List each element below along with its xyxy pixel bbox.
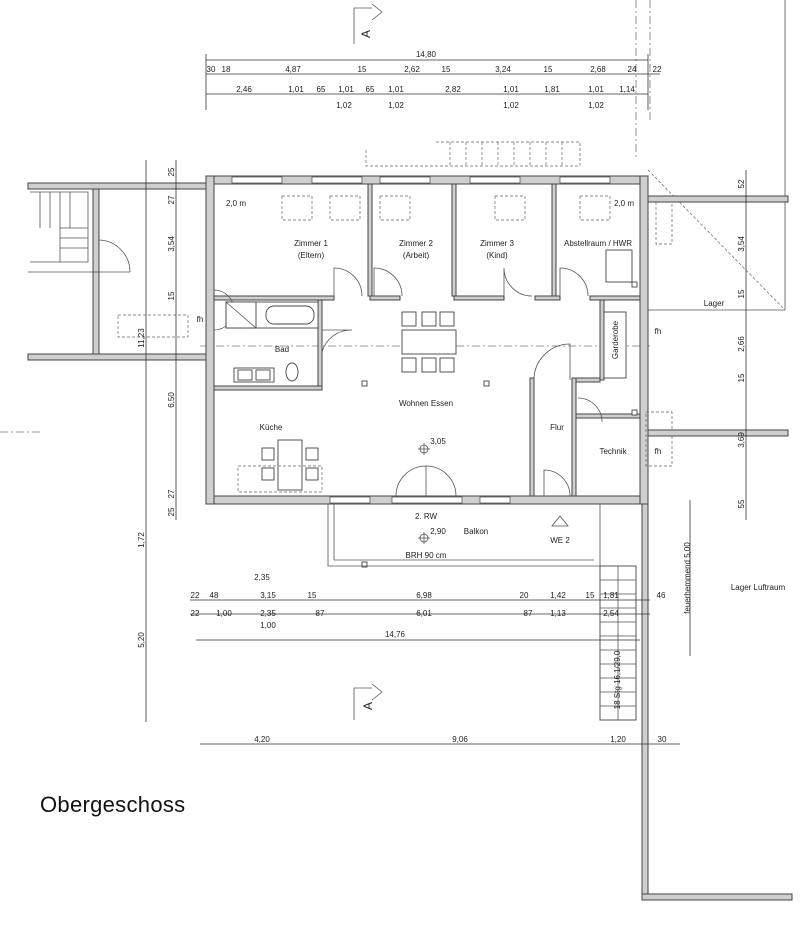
svg-text:(Eltern): (Eltern) bbox=[297, 251, 325, 260]
page-title: Obergeschoss bbox=[40, 792, 186, 817]
svg-text:46: 46 bbox=[656, 591, 666, 600]
svg-text:15: 15 bbox=[441, 65, 451, 74]
svg-text:fh: fh bbox=[654, 327, 662, 336]
room-abstell: Abstellraum / HWR bbox=[563, 239, 633, 248]
roof-steps bbox=[366, 142, 580, 166]
svg-text:1,00: 1,00 bbox=[260, 621, 276, 630]
svg-text:1,01: 1,01 bbox=[388, 85, 404, 94]
svg-text:65: 65 bbox=[365, 85, 375, 94]
svg-text:1,81: 1,81 bbox=[603, 591, 619, 600]
room-zimmer2: Zimmer 2 bbox=[399, 239, 433, 248]
svg-text:25: 25 bbox=[167, 167, 176, 177]
dims-top bbox=[207, 50, 662, 110]
svg-text:A: A bbox=[359, 29, 373, 38]
svg-text:4,87: 4,87 bbox=[285, 65, 301, 74]
svg-text:9,06: 9,06 bbox=[452, 735, 468, 744]
svg-text:1,01: 1,01 bbox=[338, 85, 354, 94]
svg-text:4,20: 4,20 bbox=[254, 735, 270, 744]
section-marker-top bbox=[354, 4, 382, 44]
svg-text:1,01: 1,01 bbox=[288, 85, 304, 94]
label-stair: 18 Stg 16,1/29,0 bbox=[613, 650, 622, 710]
svg-text:18: 18 bbox=[221, 65, 231, 74]
svg-text:15: 15 bbox=[585, 591, 595, 600]
furniture bbox=[226, 196, 672, 567]
svg-text:3,54: 3,54 bbox=[737, 236, 746, 252]
left-neighbor-stair bbox=[28, 183, 208, 360]
svg-text:1,02: 1,02 bbox=[503, 101, 519, 110]
svg-text:2,35: 2,35 bbox=[254, 573, 270, 582]
stair-left-icon bbox=[30, 192, 88, 262]
neighbor-outline bbox=[0, 0, 785, 432]
svg-text:1,02: 1,02 bbox=[336, 101, 352, 110]
svg-text:11,23: 11,23 bbox=[137, 328, 146, 348]
label-balkon: Balkon bbox=[463, 527, 489, 536]
entrance-marker-icon bbox=[552, 516, 568, 526]
svg-text:1,02: 1,02 bbox=[588, 101, 604, 110]
svg-text:22: 22 bbox=[652, 65, 662, 74]
svg-text:6,50: 6,50 bbox=[167, 392, 176, 408]
section-marker-bottom bbox=[354, 684, 382, 720]
room-wohnen: Wohnen Essen bbox=[398, 399, 454, 408]
svg-text:65: 65 bbox=[316, 85, 326, 94]
svg-text:6,01: 6,01 bbox=[416, 609, 432, 618]
level-marker-icons bbox=[418, 443, 430, 544]
svg-text:2,68: 2,68 bbox=[590, 65, 606, 74]
svg-text:(Arbeit): (Arbeit) bbox=[402, 251, 430, 260]
svg-text:2,66: 2,66 bbox=[737, 336, 746, 352]
svg-text:1,81: 1,81 bbox=[544, 85, 560, 94]
svg-text:15: 15 bbox=[307, 591, 317, 600]
svg-text:15: 15 bbox=[167, 291, 176, 301]
dims-right bbox=[737, 179, 746, 508]
svg-text:20: 20 bbox=[519, 591, 529, 600]
svg-text:30: 30 bbox=[206, 65, 216, 74]
svg-text:14,76: 14,76 bbox=[384, 630, 406, 639]
svg-text:2,90: 2,90 bbox=[430, 527, 446, 536]
svg-text:3,54: 3,54 bbox=[167, 236, 176, 252]
svg-text:1,72: 1,72 bbox=[137, 532, 146, 548]
svg-text:2,54: 2,54 bbox=[603, 609, 619, 618]
svg-text:1,02: 1,02 bbox=[388, 101, 404, 110]
svg-text:1,13: 1,13 bbox=[550, 609, 566, 618]
room-kueche: Küche bbox=[259, 423, 283, 432]
svg-text:48: 48 bbox=[209, 591, 219, 600]
svg-text:(Kind): (Kind) bbox=[486, 251, 508, 260]
label-we: WE 2 bbox=[550, 536, 570, 545]
dims-bottom bbox=[191, 573, 667, 744]
svg-text:6,98: 6,98 bbox=[416, 591, 432, 600]
svg-text:52: 52 bbox=[737, 179, 746, 189]
svg-text:14,80: 14,80 bbox=[415, 50, 437, 59]
svg-text:25: 25 bbox=[167, 507, 176, 517]
svg-text:1,01: 1,01 bbox=[588, 85, 604, 94]
svg-text:87: 87 bbox=[523, 609, 533, 618]
svg-text:27: 27 bbox=[167, 489, 176, 499]
svg-text:2,0 m: 2,0 m bbox=[613, 199, 635, 208]
toilet-icon bbox=[286, 363, 298, 381]
room-bad: Bad bbox=[274, 345, 290, 354]
svg-text:15: 15 bbox=[737, 373, 746, 383]
svg-text:fh: fh bbox=[654, 447, 662, 456]
svg-text:3,15: 3,15 bbox=[260, 591, 276, 600]
svg-text:2,82: 2,82 bbox=[445, 85, 461, 94]
dining-table-icon bbox=[402, 330, 456, 354]
svg-text:15: 15 bbox=[357, 65, 367, 74]
svg-text:22: 22 bbox=[190, 609, 200, 618]
svg-text:2,46: 2,46 bbox=[236, 85, 252, 94]
svg-text:2,35: 2,35 bbox=[260, 609, 276, 618]
svg-text:2,0 m: 2,0 m bbox=[225, 199, 247, 208]
svg-text:A: A bbox=[361, 701, 375, 710]
svg-text:55: 55 bbox=[737, 499, 746, 509]
svg-text:1,42: 1,42 bbox=[550, 591, 566, 600]
svg-text:1,00: 1,00 bbox=[216, 609, 232, 618]
svg-text:15: 15 bbox=[543, 65, 553, 74]
svg-text:27: 27 bbox=[167, 195, 176, 205]
svg-text:2,62: 2,62 bbox=[404, 65, 420, 74]
svg-text:fh: fh bbox=[196, 315, 204, 324]
svg-text:30: 30 bbox=[657, 735, 667, 744]
svg-text:24: 24 bbox=[627, 65, 637, 74]
dims-left bbox=[137, 167, 176, 648]
room-zimmer1: Zimmer 1 bbox=[294, 239, 328, 248]
svg-text:1,20: 1,20 bbox=[610, 735, 626, 744]
room-lager: Lager bbox=[703, 299, 725, 308]
svg-text:3,05: 3,05 bbox=[430, 437, 446, 446]
svg-text:3,69: 3,69 bbox=[737, 432, 746, 448]
svg-text:1,14: 1,14 bbox=[619, 85, 635, 94]
room-zimmer3: Zimmer 3 bbox=[480, 239, 514, 248]
room-flur: Flur bbox=[550, 423, 564, 432]
svg-text:87: 87 bbox=[315, 609, 325, 618]
svg-text:3,24: 3,24 bbox=[495, 65, 511, 74]
label-feuerhemmend: feuerhemmend 5,00 bbox=[683, 542, 692, 614]
svg-text:5,20: 5,20 bbox=[137, 632, 146, 648]
room-technik: Technik bbox=[599, 447, 627, 456]
label-rw: 2. RW bbox=[414, 512, 438, 521]
room-garderobe: Garderobe bbox=[611, 320, 620, 360]
room-lager-luftraum: Lager Luftraum bbox=[730, 583, 786, 592]
svg-text:15: 15 bbox=[737, 289, 746, 299]
svg-text:1,01: 1,01 bbox=[503, 85, 519, 94]
svg-text:22: 22 bbox=[190, 591, 200, 600]
kitchen-table-icon bbox=[278, 440, 302, 490]
label-brh: BRH 90 cm bbox=[405, 551, 447, 560]
